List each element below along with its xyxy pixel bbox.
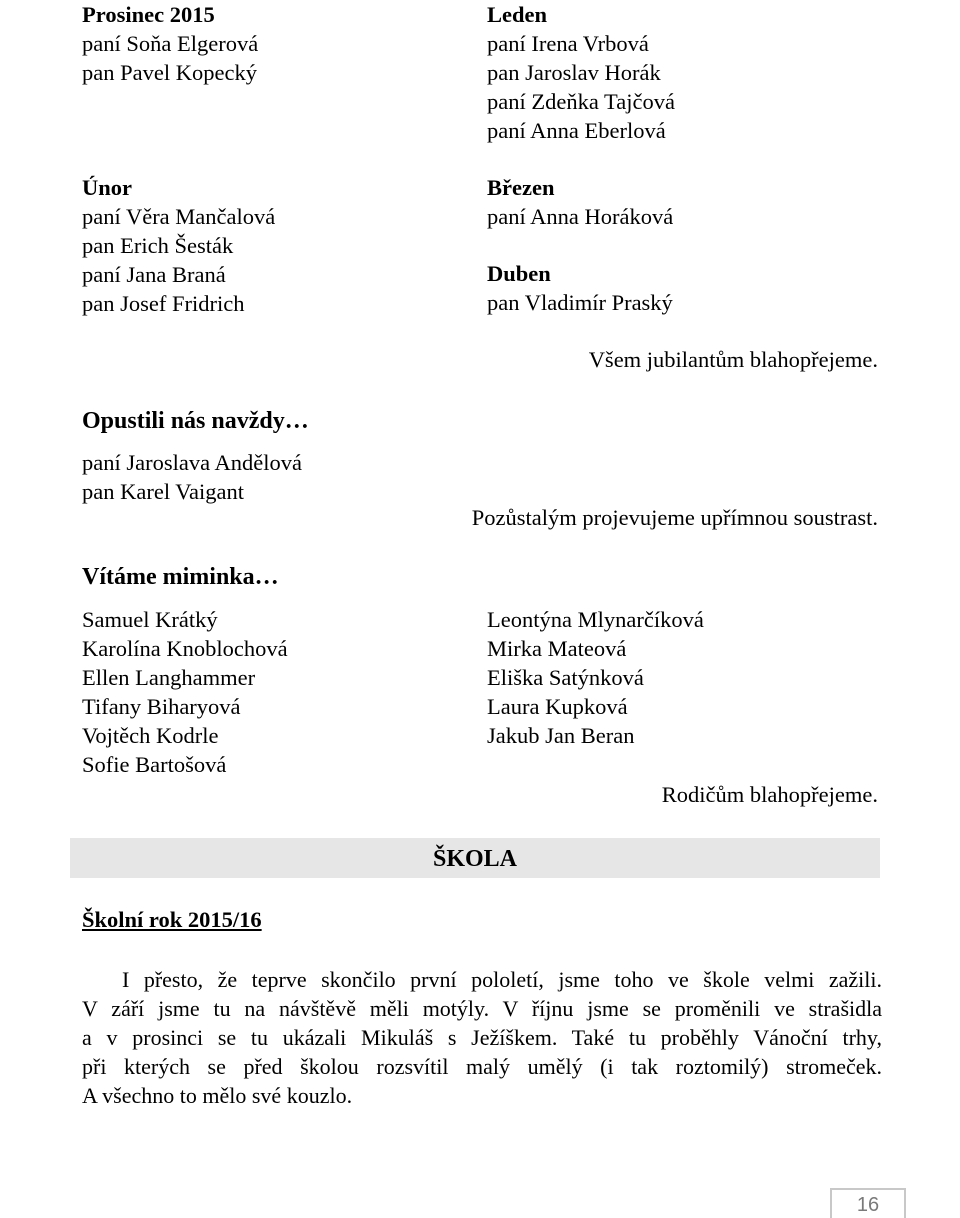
- babies-right-column: [487, 605, 704, 750]
- person-name: pan Vladimír Praský: [487, 290, 673, 315]
- birthday-group-december: [82, 0, 258, 87]
- person-name: paní Anna Horáková: [487, 204, 674, 229]
- departed-section: [82, 406, 309, 506]
- person-name: paní Zdeňka Tajčová: [487, 89, 675, 114]
- birthday-closing: [589, 345, 878, 374]
- baby-name: Mirka Mateová: [487, 636, 627, 661]
- month-heading: Duben: [487, 261, 551, 286]
- school-year-heading: Školní rok 2015/16: [82, 907, 262, 932]
- person-name: paní Soňa Elgerová: [82, 31, 259, 56]
- paragraph-line: a v prosinci se tu ukázali Mikuláš s Ježíškem. Také tu proběhly Vánoční trhy,: [82, 1025, 882, 1050]
- birthday-group-january: [487, 0, 675, 145]
- month-heading: Leden: [487, 2, 548, 27]
- month-heading: Prosinec 2015: [82, 2, 215, 27]
- person-name: paní Věra Mančalová: [82, 204, 276, 229]
- person-name: pan Erich Šesták: [82, 233, 234, 258]
- baby-name: Samuel Krátký: [82, 607, 218, 632]
- birthday-group-march: [487, 173, 673, 231]
- month-heading: Březen: [487, 175, 555, 200]
- baby-name: Sofie Bartošová: [82, 752, 227, 777]
- school-section-banner: [70, 838, 880, 878]
- closing-text: Pozůstalým projevujeme upřímnou soustrast.: [471, 505, 878, 530]
- baby-name: Ellen Langhammer: [82, 665, 256, 690]
- baby-name: Laura Kupková: [487, 694, 628, 719]
- school-paragraph: [82, 965, 882, 1110]
- person-name: paní Jana Braná: [82, 262, 226, 287]
- person-name: pan Karel Vaigant: [82, 479, 245, 504]
- person-name: pan Pavel Kopecký: [82, 60, 257, 85]
- person-name: paní Anna Eberlová: [487, 118, 666, 143]
- person-name: paní Jaroslava Andělová: [82, 450, 302, 475]
- baby-name: Leontýna Mlynarčíková: [487, 607, 704, 632]
- condolence-text: [472, 503, 878, 532]
- page-number-box: [830, 1188, 906, 1218]
- departed-heading: Opustili nás navždy…: [82, 408, 309, 434]
- person-name: pan Josef Fridrich: [82, 291, 245, 316]
- babies-closing: [662, 780, 878, 809]
- baby-name: Vojtěch Kodrle: [82, 723, 219, 748]
- month-heading: Únor: [82, 175, 132, 200]
- paragraph-line: I přesto, že teprve skončilo první pololetí, jsme toho ve škole velmi zažili.: [122, 967, 882, 992]
- baby-name: Tifany Biharyová: [82, 694, 241, 719]
- closing-text: Rodičům blahopřejeme.: [661, 782, 878, 807]
- page-number: 16: [856, 1194, 880, 1216]
- baby-name: Jakub Jan Beran: [487, 723, 635, 748]
- person-name: pan Jaroslav Horák: [487, 60, 661, 85]
- babies-section: [82, 562, 288, 779]
- paragraph-line: A všechno to mělo své kouzlo.: [82, 1083, 353, 1108]
- school-section-title: ŠKOLA: [432, 846, 518, 872]
- person-name: paní Irena Vrbová: [487, 31, 649, 56]
- birthday-group-february: [82, 173, 275, 318]
- paragraph-line: V září jsme tu na návštěvě měli motýly. V říjnu jsme se proměnili ve strašidla: [82, 996, 882, 1021]
- baby-name: Karolína Knoblochová: [82, 636, 288, 661]
- birthday-group-april: [487, 259, 673, 317]
- baby-name: Eliška Satýnková: [487, 665, 644, 690]
- babies-heading: Vítáme miminka…: [82, 564, 279, 590]
- paragraph-line: při kterých se před školou rozsvítil malý umělý (i tak roztomilý) stromeček.: [82, 1054, 882, 1079]
- closing-text: Všem jubilantům blahopřejeme.: [588, 347, 878, 372]
